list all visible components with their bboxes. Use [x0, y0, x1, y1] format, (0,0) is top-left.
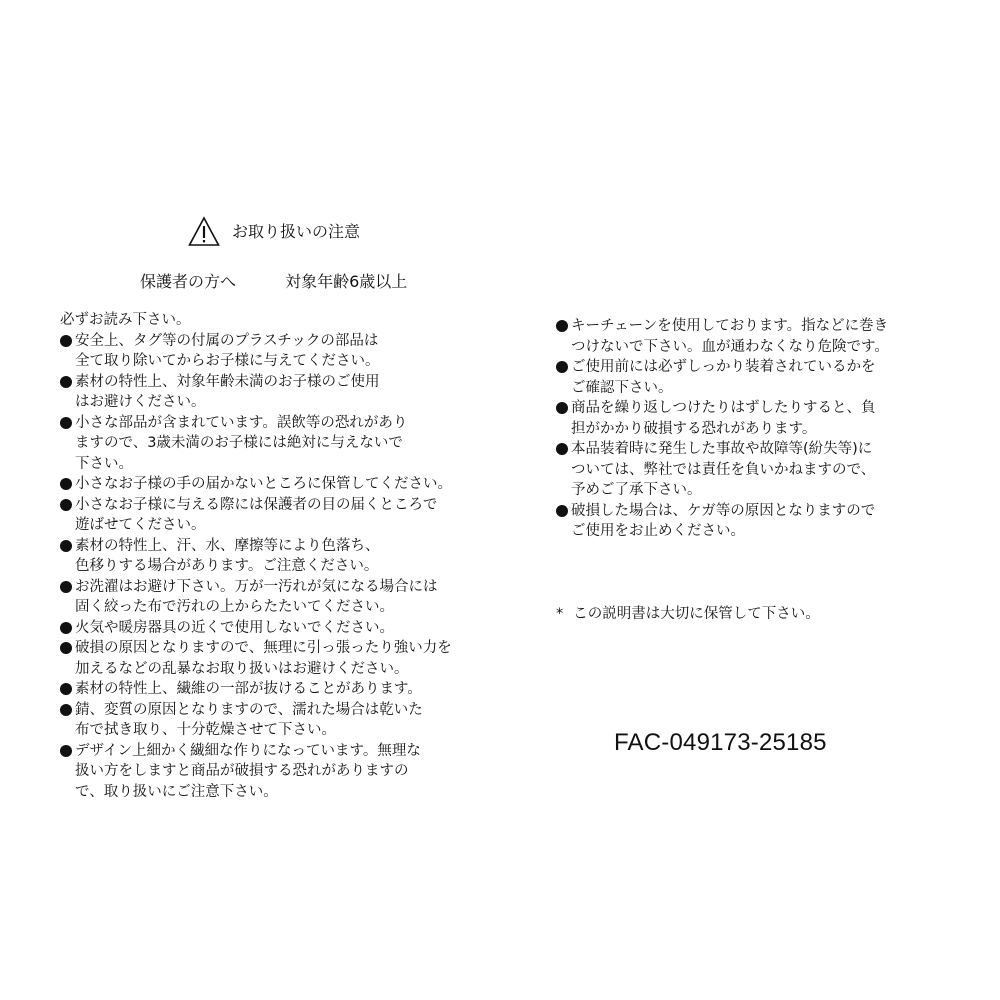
notice-text-line: 破損の原因となりますので、無理に引っ張ったり強い力を — [75, 640, 452, 656]
right-notice-list — [556, 316, 956, 542]
bullet-icon — [60, 745, 72, 757]
notice-text-line: 固く絞った布で汚れの上からたたいてください。 — [75, 599, 394, 615]
notice-text-line: 布で拭き取り、十分乾燥させて下さい。 — [75, 722, 336, 738]
notice-text-line: 安全上、タグ等の付属のプラスチックの部品は — [75, 332, 379, 349]
bullet-icon — [60, 581, 72, 593]
bullet-icon — [60, 478, 72, 490]
product-code: FAC-049173-25185 — [614, 729, 827, 756]
left-notice-column — [60, 310, 480, 802]
notice-text-line: はお避けください。 — [75, 394, 206, 410]
notice-text-line: 担がかかり破損する恐れがあります。 — [571, 420, 817, 437]
notice-text-line: 色移りする場合があります。ご注意ください。 — [75, 558, 379, 574]
notice-text-line: 素材の特性上、対象年齢未満のお子様のご使用 — [75, 373, 380, 390]
bullet-icon — [556, 443, 568, 455]
notice-text-line: 加えるなどの乱暴なお取り扱いはお避けください。 — [75, 660, 409, 677]
keep-manual-text: この説明書は大切に保管して下さい。 — [573, 606, 820, 622]
bullet-icon — [60, 376, 72, 388]
notice-text-line: ついては、弊社では責任を負いかねますので、 — [571, 461, 876, 478]
left-notice-list — [60, 331, 480, 803]
bullet-icon — [60, 704, 72, 716]
bullet-icon — [556, 361, 568, 373]
right-notice-column — [556, 316, 956, 542]
notice-item — [60, 618, 480, 639]
keep-manual-note — [556, 603, 820, 625]
bullet-icon — [60, 335, 72, 347]
bullet-icon — [60, 540, 72, 552]
subtitle-row — [140, 270, 407, 294]
notice-item — [60, 331, 480, 372]
bullet-icon — [60, 499, 72, 511]
notice-text-line: つけないで下さい。血が通わなくなり危険です。 — [571, 338, 889, 355]
notice-text-line: ご使用をお止めください。 — [571, 523, 745, 539]
notice-item — [60, 741, 480, 803]
read-first-text: 必ずお読み下さい。 — [60, 312, 191, 328]
notice-text-line: キーチェーンを使用しております。指などに巻き — [571, 318, 889, 334]
warning-triangle-icon — [188, 216, 220, 248]
notice-item — [60, 536, 480, 577]
bullet-icon — [556, 320, 568, 332]
title-row — [188, 212, 360, 252]
bullet-icon — [60, 642, 72, 654]
notice-item — [60, 474, 480, 495]
notice-item — [556, 439, 956, 501]
notice-item — [60, 638, 480, 679]
bullet-icon — [60, 417, 72, 429]
notice-text-line: 破損した場合は、ケガ等の原因となりますので — [571, 502, 876, 519]
page-title: お取り扱いの注意 — [232, 222, 361, 241]
notice-text-line: ご確認下さい。 — [571, 379, 673, 396]
notice-item — [556, 316, 956, 357]
notice-text-line: 火気や暖房器具の近くで使用しないでください。 — [75, 619, 394, 636]
notice-item — [60, 372, 480, 413]
notice-text-line: 素材の特性上、汗、水、摩擦等により色落ち、 — [75, 537, 380, 554]
notice-item — [60, 679, 480, 700]
notice-text-line: 小さなお子様の手の届かないところに保管してください。 — [75, 476, 452, 492]
notice-text-line: 素材の特性上、繊維の一部が抜けることがあります。 — [75, 681, 422, 697]
notice-item — [556, 398, 956, 439]
notice-item — [556, 501, 956, 542]
bullet-icon — [60, 622, 72, 634]
notice-text-line: 遊ばせてください。 — [75, 517, 206, 533]
notice-text-line: 扱い方をしますと商品が破損する恐れがありますの — [75, 763, 409, 779]
notice-item — [60, 495, 480, 536]
asterisk-mark: * — [556, 606, 564, 622]
age-target-label: 対象年齢6歳以上 — [285, 272, 408, 291]
audience-label: 保護者の方へ — [140, 272, 237, 291]
notice-item — [60, 700, 480, 741]
notice-text-line: ますので、3歳未満のお子様には絶対に与えないで — [75, 435, 403, 451]
notice-text-line: 小さな部品が含まれています。誤飲等の恐れがあり — [75, 414, 408, 431]
bullet-icon — [556, 402, 568, 414]
notice-text-line: で、取り扱いにご注意下さい。 — [75, 783, 278, 800]
notice-text-line: 商品を繰り返しつけたりはずしたりすると、負 — [571, 400, 876, 416]
notice-item — [556, 357, 956, 398]
notice-text-line: 下さい。 — [75, 455, 133, 472]
notice-text-line: 全て取り除いてからお子様に与えてください。 — [75, 353, 380, 369]
notice-item — [60, 413, 480, 475]
notice-text-line: ご使用前には必ずしっかり装着されているかを — [571, 359, 876, 375]
bullet-icon — [556, 505, 568, 517]
notice-text-line: 予めご了承下さい。 — [571, 482, 702, 498]
notice-text-line: 小さなお子様に与える際には保護者の目の届くところで — [75, 496, 438, 513]
bullet-icon — [60, 683, 72, 695]
notice-text-line: お洗濯はお避け下さい。万が一汚れが気になる場合には — [75, 578, 438, 595]
notice-text-line: 本品装着時に発生した事故や故障等(紛失等)に — [571, 441, 873, 457]
notice-item — [60, 577, 480, 618]
notice-text-line: 錆、変質の原因となりますので、濡れた場合は乾いた — [75, 701, 423, 718]
notice-text-line: デザイン上細かく繊細な作りになっています。無理な — [75, 742, 421, 759]
